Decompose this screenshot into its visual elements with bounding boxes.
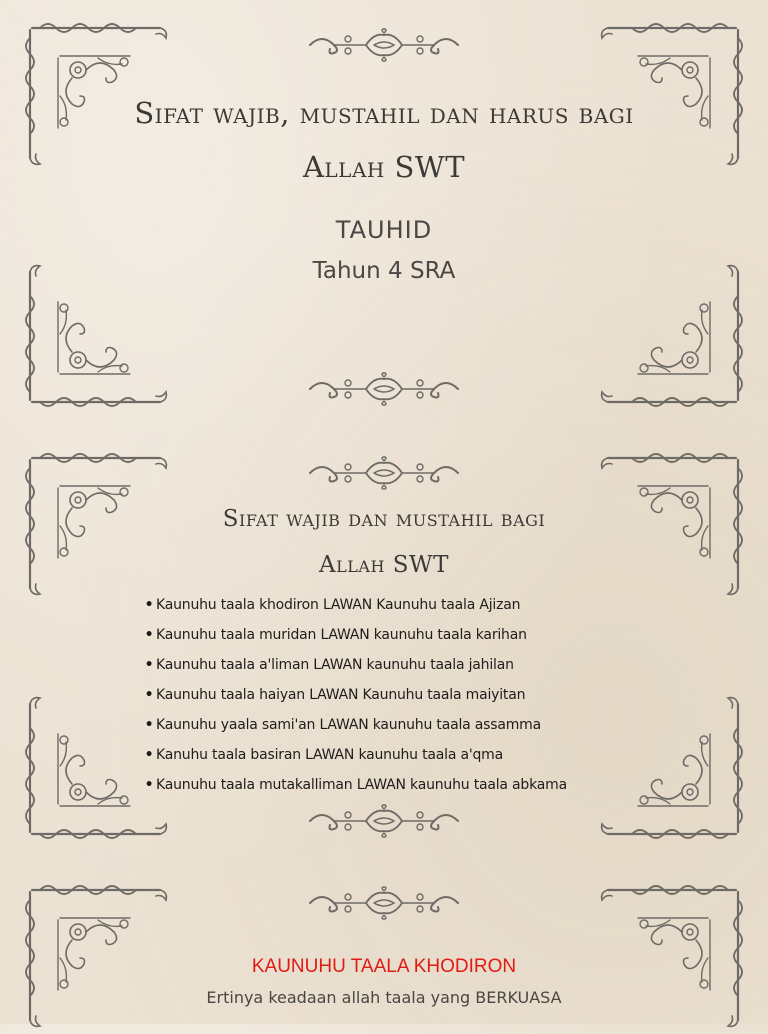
flourish-divider-icon	[304, 886, 464, 920]
flourish-divider-icon	[304, 28, 464, 62]
bullet-icon: •	[144, 747, 154, 763]
list-item-text: Kaunuhu taala haiyan LAWAN Kaunuhu taala maiyitan	[156, 687, 526, 703]
ornamental-corner-icon	[20, 262, 170, 412]
flourish-divider-icon	[304, 456, 464, 490]
bullet-icon: •	[144, 657, 154, 673]
class-label: Tahun 4 SRA	[312, 258, 456, 284]
bullet-icon: •	[144, 627, 154, 643]
section-title-line2: Allah SWT	[319, 552, 449, 578]
ornamental-corner-icon	[598, 262, 748, 412]
subject-label: TAUHID	[335, 216, 433, 244]
bullet-icon: •	[144, 777, 154, 793]
list-item-text: Kaunuhu taala muridan LAWAN kaunuhu taala karihan	[156, 627, 527, 643]
flourish-divider-icon	[304, 372, 464, 406]
list-item-text: Kaunuhu yaala sami'an LAWAN kaunuhu taala assamma	[156, 717, 541, 733]
flourish-divider-icon	[304, 804, 464, 838]
cover-panel	[0, 0, 768, 420]
list-item	[142, 590, 642, 620]
list-item-text: Kaunuhu taala khodiron LAWAN Kaunuhu taala Ajizan	[156, 597, 521, 613]
list-item	[142, 680, 642, 710]
ornamental-corner-icon	[598, 18, 748, 168]
list-item	[142, 650, 642, 680]
bullet-icon: •	[144, 717, 154, 733]
sifat-list-panel	[0, 440, 768, 860]
ornamental-corner-icon	[20, 18, 170, 168]
bullet-icon: •	[144, 687, 154, 703]
page-title: Sifat wajib, mustahil dan harus bagi	[134, 96, 634, 130]
sifat-heading: KAUNUHU TAALA KHODIRON	[251, 956, 517, 977]
bullet-icon: •	[144, 597, 154, 613]
list-item	[142, 710, 642, 740]
sifat-list	[142, 590, 642, 800]
list-item	[142, 620, 642, 650]
list-item-text: Kaunuhu taala a'liman LAWAN kaunuhu taala jahilan	[156, 657, 514, 673]
list-item-text: Kanuhu taala basiran LAWAN kaunuhu taala a'qma	[156, 747, 503, 763]
list-item	[142, 740, 642, 770]
list-item	[142, 770, 642, 800]
sifat-meaning: Ertinya keadaan allah taala yang BERKUASA	[206, 988, 562, 1007]
page-title-line2: Allah SWT	[302, 150, 466, 184]
ornamental-corner-icon	[20, 880, 170, 1030]
section-title: Sifat wajib dan mustahil bagi	[222, 506, 546, 532]
meaning-panel	[0, 874, 768, 1024]
list-item-text: Kaunuhu taala mutakalliman LAWAN kaunuhu taala abkama	[156, 777, 567, 793]
ornamental-corner-icon	[598, 880, 748, 1030]
